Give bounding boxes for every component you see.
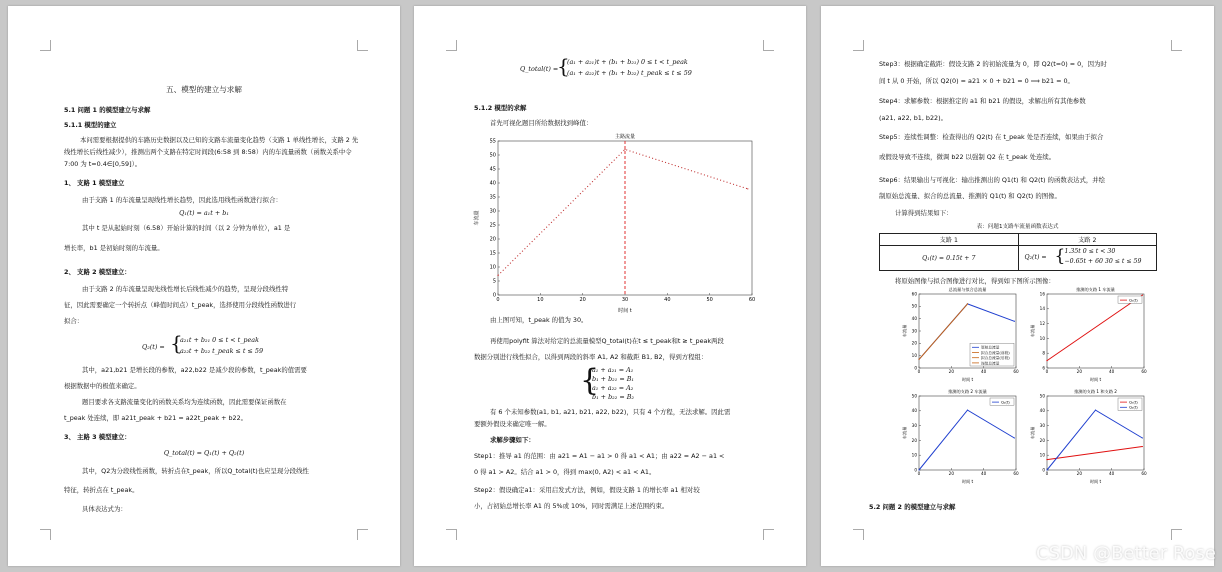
chart-branch1-2-svg bbox=[1029, 388, 1147, 484]
fit-text-a: 再使用polyfit 算法对给定的总流量模型Q_total(t)在t ≤ t_peak和t ≥ t_peak两段 bbox=[490, 337, 724, 345]
document-page-2 bbox=[414, 6, 806, 566]
equation-q1: Q₁(t) = a₁t + b₁ bbox=[179, 209, 229, 217]
crop-mark bbox=[446, 40, 457, 51]
data-point bbox=[1142, 446, 1143, 447]
y-axis-label: 车流量 bbox=[902, 324, 908, 338]
system-eq-1: a₁ + a₂₁ = A₁ bbox=[592, 366, 634, 374]
legend-label: Q₂(t) bbox=[1129, 405, 1138, 410]
data-point bbox=[1046, 360, 1047, 361]
y-tick-label: 0 bbox=[914, 365, 917, 371]
y-tick-label: 30 bbox=[911, 328, 917, 334]
crop-mark bbox=[357, 40, 368, 51]
step1-b: 0 得 a1 > A2。结合 a1 > 0，得到 max(0, A2) < a1 < A1。 bbox=[474, 468, 656, 476]
legend-label: 原始总流量 bbox=[981, 345, 1000, 350]
data-point bbox=[747, 188, 748, 189]
data-point bbox=[1014, 437, 1015, 438]
y-axis-label: 车流量 bbox=[474, 210, 480, 226]
heading-5-2: 5.2 问题 2 的模型建立与求解 bbox=[869, 503, 956, 511]
crop-mark bbox=[763, 529, 774, 540]
step4-a: Step4：求解参数：根据推定的 a1 和 b21 的假设，求解出所有其他参数 bbox=[879, 97, 1086, 105]
y-tick-label: 20 bbox=[1039, 437, 1045, 443]
y-tick-label: 5 bbox=[492, 278, 496, 285]
y-axis-label: 车流量 bbox=[902, 426, 908, 440]
heading-5-1-1: 5.1.1 模型的建立 bbox=[64, 121, 117, 129]
item2-heading: 2、 支路 2 模型建立： bbox=[64, 268, 131, 276]
y-tick-label: 0 bbox=[1042, 467, 1045, 473]
x-tick-label: 0 bbox=[1045, 369, 1049, 375]
brace: { bbox=[557, 54, 570, 78]
chart-branch1-svg bbox=[1029, 286, 1147, 382]
data-point bbox=[918, 359, 919, 360]
legend-label: Q₂(t) bbox=[1001, 400, 1010, 405]
document-page-3 bbox=[821, 6, 1214, 566]
item3-explain-b: 特征，转折点在 t_peak。 bbox=[64, 486, 139, 494]
chart-total-flow-svg bbox=[901, 286, 1019, 382]
y-axis-label: 车流量 bbox=[1030, 324, 1036, 338]
y-tick-label: 10 bbox=[1039, 452, 1045, 458]
peak-chart-svg bbox=[472, 131, 756, 313]
equation-q-total: Q_total(t) = Q₁(t) + Q₂(t) bbox=[163, 449, 245, 457]
item3-heading: 3、 主路 3 模型建立： bbox=[64, 433, 131, 441]
data-point bbox=[497, 275, 498, 276]
x-tick-label: 60 bbox=[1141, 471, 1147, 477]
plot-area bbox=[919, 396, 1016, 470]
step2-a: Step2：假设确定a1：采用启发式方法，例如，假设支路 1 的增长率 a1 相对较 bbox=[474, 486, 700, 494]
item2-explain-c: 题目要求各支路流量变化的函数关系均为连续函数，因此需要保证函数在 bbox=[82, 398, 287, 406]
x-axis-label: 时间 t bbox=[961, 377, 974, 382]
step3-a: Step3：根据确定截距：假设支路 2 的初始流量为 0，即 Q2(t=0) = 0，因为时 bbox=[879, 60, 1107, 68]
chart-title: 推测的支路 1 和支路 2 bbox=[1074, 389, 1117, 394]
item1-explain-a: 其中 t 是从起始时刻（6.58）开始计算的时间（以 2 分钟为单位），a1 是 bbox=[82, 224, 291, 232]
q2-row1: 1.35t 0 ≤ t < 30 bbox=[1064, 248, 1116, 255]
x-tick-label: 60 bbox=[1013, 369, 1019, 375]
y-axis-label: 车流量 bbox=[1030, 426, 1036, 440]
x-tick-label: 60 bbox=[1013, 471, 1019, 477]
compare-text: 将原始图像与拟合图像进行对比，得到如下图所示图像： bbox=[895, 277, 1055, 285]
table-caption: 表：问题1支路车流量函数表达式 bbox=[976, 224, 1059, 230]
table-cell-q2 bbox=[1018, 246, 1157, 271]
legend-label: 拟合总流量(前段) bbox=[981, 350, 1010, 355]
brace: { bbox=[1054, 246, 1066, 266]
peak-chart bbox=[472, 131, 756, 313]
item2-text-b: 征，因此需要确定一个转折点（峰值时间点）t_peak，选择使用分段线性函数进行 bbox=[64, 301, 297, 309]
document-page-1 bbox=[8, 6, 400, 566]
item1-explain-b: 增长率，b1 是初始时刻的车流量。 bbox=[64, 244, 164, 252]
x-axis-label: 时间 t bbox=[961, 479, 974, 484]
legend-label: Q₁(t) bbox=[1129, 298, 1138, 303]
y-tick-label: 30 bbox=[911, 423, 917, 428]
x-tick-label: 0 bbox=[917, 471, 921, 477]
crop-mark bbox=[1171, 529, 1182, 540]
step3-b: 间 t 从 0 开始，所以 Q2(0) = a21 × 0 + b21 = 0 ⟹ b21 = 0。 bbox=[879, 77, 1074, 85]
x-tick-label: 0 bbox=[1045, 471, 1049, 477]
heading-5-1: 5.1 问题 1 的模型建立与求解 bbox=[64, 106, 151, 114]
step6-b: 制原始总流量、拟合的总流量、推测的 Q1(t) 和 Q2(t) 的图像。 bbox=[879, 192, 1061, 200]
step6-a: Step6：结果输出与可视化：输出推测出的 Q1(t) 和 Q2(t) 的函数表达式，并绘 bbox=[879, 176, 1106, 184]
equation-q2-row2: a₂₂t + b₂₂ t_peak ≤ t ≤ 59 bbox=[180, 347, 264, 355]
legend-label: 拟合总流量(后段) bbox=[981, 356, 1010, 361]
system-eq-4: b₁ + b₂₂ = B₂ bbox=[592, 393, 634, 401]
chart-branch1-2 bbox=[1029, 388, 1147, 484]
system-eq-3: a₁ + a₂₂ = A₂ bbox=[592, 384, 634, 392]
x-tick-label: 40 bbox=[980, 471, 987, 477]
chart-total-flow bbox=[901, 286, 1019, 382]
item3-explain-a: 其中，Q2为分段线性函数，转折点在t_peak，所以Q_total(t)也应呈现分段线性 bbox=[82, 467, 309, 475]
x-tick-label: 20 bbox=[579, 297, 586, 303]
x-tick-label: 20 bbox=[948, 369, 955, 375]
x-tick-label: 30 bbox=[621, 297, 629, 303]
equation-total-row1: (a₁ + a₂₁)t + (b₁ + b₂₁) 0 ≤ t < t_peak bbox=[567, 58, 688, 66]
data-point bbox=[1046, 459, 1047, 460]
table-row bbox=[880, 246, 1157, 271]
y-tick-label: 14 bbox=[1039, 306, 1045, 312]
data-point bbox=[1046, 469, 1047, 470]
data-point bbox=[967, 303, 968, 304]
x-axis-label: 时间 t bbox=[1089, 377, 1102, 382]
equation-q2-lhs: Q₂(t) = bbox=[142, 343, 165, 351]
data-point bbox=[967, 409, 968, 410]
crop-mark bbox=[40, 529, 51, 540]
y-tick-label: 40 bbox=[911, 408, 917, 414]
x-tick-label: 40 bbox=[1108, 369, 1115, 375]
unknowns-text-b: 要额外假设来确定唯一解。 bbox=[474, 420, 551, 428]
y-tick-label: 16 bbox=[1039, 291, 1045, 297]
step5-a: Step5：连续性调整：检查得出的 Q2(t) 在 t_peak 处是否连续，如果由于拟合 bbox=[879, 133, 1104, 141]
y-tick-label: 50 bbox=[911, 393, 917, 399]
equation-total-lhs: Q_total(t) = bbox=[520, 65, 559, 73]
y-tick-label: 0 bbox=[914, 467, 917, 473]
table-header-row bbox=[880, 234, 1157, 246]
data-point bbox=[1095, 409, 1096, 410]
y-tick-label: 35 bbox=[489, 194, 496, 201]
result-table bbox=[879, 233, 1157, 271]
chart-title: 总流量与拟合总流量 bbox=[948, 287, 987, 292]
table-cell-q1: Q₁(t) = 0.15t + 7 bbox=[880, 246, 1019, 271]
chart-title: 主路流量 bbox=[614, 134, 636, 140]
x-tick-label: 60 bbox=[748, 297, 756, 303]
y-tick-label: 25 bbox=[489, 222, 496, 229]
x-tick-label: 20 bbox=[1076, 369, 1083, 375]
chart-branch2 bbox=[901, 388, 1019, 484]
table-header-cell: 支路 2 bbox=[1018, 234, 1157, 246]
y-tick-label: 40 bbox=[1039, 408, 1045, 414]
data-point bbox=[624, 149, 625, 150]
crop-mark bbox=[763, 40, 774, 51]
crop-mark bbox=[446, 529, 457, 540]
x-tick-label: 20 bbox=[1076, 471, 1083, 477]
heading-5-1-2: 5.1.2 模型的求解 bbox=[474, 104, 527, 112]
y-tick-label: 10 bbox=[911, 452, 917, 458]
y-tick-label: 10 bbox=[489, 264, 496, 271]
x-tick-label: 40 bbox=[980, 369, 987, 375]
x-tick-label: 60 bbox=[1141, 369, 1147, 375]
q2-lhs: Q₂(t) = bbox=[1024, 254, 1047, 261]
unknowns-text-a: 有 6 个未知参数(a1, b1, a21, b21, a22, b22)，只有 4 个方程，无法求解。因此需 bbox=[490, 408, 731, 416]
item2-text-c: 拟合： bbox=[64, 317, 84, 325]
x-axis-label: 时间 t bbox=[1089, 479, 1102, 484]
x-tick-label: 40 bbox=[1108, 471, 1115, 477]
step5-b: 或假设导致不连续，微调 b22 以强制 Q2 在 t_peak 处连续。 bbox=[879, 153, 1056, 161]
equation-total-row2: (a₁ + a₂₂)t + (b₁ + b₂₂) t_peak ≤ t ≤ 59 bbox=[567, 69, 692, 77]
x-axis-label: 时间 t bbox=[618, 308, 632, 313]
y-tick-label: 30 bbox=[489, 208, 496, 215]
y-tick-label: 30 bbox=[1039, 423, 1045, 428]
item2-explain-d: t_peak 处连续，即 a21t_peak + b21 = a22t_peak + b22。 bbox=[64, 414, 248, 422]
system-eq-2: b₁ + b₂₁ = B₁ bbox=[592, 375, 634, 383]
data-point bbox=[1142, 295, 1143, 296]
plot-area bbox=[1047, 294, 1144, 368]
legend-label: 连续总流量 bbox=[981, 361, 1000, 366]
crop-mark bbox=[853, 529, 864, 540]
y-tick-label: 50 bbox=[1039, 393, 1045, 399]
intro-paragraph: 本问需要根据提供的车路历史数据以及已知的支路车流量变化趋势（支路 1 单线性增长，支路 2 先线性增长后线性减少），推测出两个支路在特定时间段(6:58 到 8:58）内的车流量函数（函数关系中令 7:00 为 t=0.4∈[0,59]）。 bbox=[64, 136, 359, 168]
y-tick-label: 10 bbox=[1039, 335, 1045, 341]
legend-label: Q₁(t) bbox=[1129, 400, 1138, 405]
step1-a: Step1：推导 a1 的范围：由 a21 = A1 − a1 > 0 得 a1 < A1；由 a22 = A2 − a1 < bbox=[474, 452, 725, 460]
item1-text: 由于支路 1 的车流量呈现线性增长趋势，因此选用线性函数进行拟合： bbox=[82, 196, 282, 204]
y-tick-label: 45 bbox=[489, 166, 496, 173]
item2-explain-b: 根据数据中的极值来确定。 bbox=[64, 382, 141, 390]
steps-heading: 求解步骤如下： bbox=[490, 436, 535, 444]
result-intro: 计算得到结果如下： bbox=[895, 209, 953, 217]
peak-result-text: 由上图可知，t_peak 的值为 30。 bbox=[490, 316, 588, 324]
y-tick-label: 50 bbox=[489, 152, 496, 159]
chart-title: 推测的支路 2 车流量 bbox=[948, 389, 987, 394]
chart-branch2-svg bbox=[901, 388, 1019, 484]
x-tick-label: 40 bbox=[664, 297, 671, 303]
crop-mark bbox=[357, 529, 368, 540]
item2-explain-a: 其中，a21,b21 是增长段的参数，a22,b22 是减少段的参数，t_peak的值需要 bbox=[82, 366, 307, 374]
step4-b: (a21, a22, b1, b22)。 bbox=[879, 114, 947, 122]
equation-q2-row1: a₂₁t + b₂₁ 0 ≤ t < t_peak bbox=[180, 336, 259, 344]
item1-heading: 1、 支路 1 模型建立 bbox=[64, 179, 125, 187]
watermark: CSDN @Better Rose bbox=[1036, 543, 1216, 564]
brace: { bbox=[170, 331, 183, 355]
y-tick-label: 0 bbox=[492, 292, 496, 299]
step2-b: 小，占初始总增长率 A1 的 5%或 10%，同时需满足上述范围约束。 bbox=[474, 502, 669, 510]
y-tick-label: 20 bbox=[489, 236, 496, 243]
brace: { bbox=[580, 363, 600, 398]
intro-text: 首先可视化题目所给数据找到峰值： bbox=[490, 119, 593, 127]
y-tick-label: 20 bbox=[911, 340, 917, 346]
table-header-cell: 支路 1 bbox=[880, 234, 1019, 246]
x-tick-label: 50 bbox=[706, 297, 713, 303]
fit-text-b: 数据分别进行线性拟合，以得到两段的斜率 A1, A2 和截距 B1, B2，得到方程组： bbox=[474, 353, 708, 361]
y-tick-label: 15 bbox=[489, 250, 496, 257]
y-tick-label: 50 bbox=[911, 303, 917, 309]
chart-branch1 bbox=[1029, 286, 1147, 382]
chart-title: 推测的支路 1 车流量 bbox=[1076, 287, 1115, 292]
crop-mark bbox=[853, 40, 864, 51]
section-title: 五、模型的建立与求解 bbox=[166, 85, 242, 94]
item2-text-a: 由于支路 2 的车流量呈现先线性增长后线性减少的趋势，呈现分段线性特 bbox=[82, 285, 289, 293]
x-tick-label: 0 bbox=[496, 297, 500, 303]
y-tick-label: 40 bbox=[911, 316, 917, 322]
q2-row2: −0.65t + 60 30 ≤ t ≤ 59 bbox=[1064, 258, 1142, 265]
x-tick-label: 10 bbox=[537, 297, 544, 303]
item3-explain-c: 具体表达式为： bbox=[82, 505, 127, 513]
crop-mark bbox=[1171, 40, 1182, 51]
y-tick-label: 6 bbox=[1042, 365, 1045, 371]
data-point bbox=[1142, 437, 1143, 438]
y-tick-label: 55 bbox=[489, 138, 496, 145]
data-point bbox=[1014, 321, 1015, 322]
y-tick-label: 8 bbox=[1042, 350, 1045, 356]
crop-mark bbox=[40, 40, 51, 51]
y-tick-label: 60 bbox=[911, 291, 917, 297]
x-tick-label: 20 bbox=[948, 471, 955, 477]
data-point bbox=[918, 469, 919, 470]
y-tick-label: 40 bbox=[489, 180, 496, 187]
y-tick-label: 10 bbox=[911, 353, 917, 359]
y-tick-label: 12 bbox=[1039, 321, 1045, 326]
x-tick-label: 0 bbox=[917, 369, 921, 375]
y-tick-label: 20 bbox=[911, 437, 917, 443]
